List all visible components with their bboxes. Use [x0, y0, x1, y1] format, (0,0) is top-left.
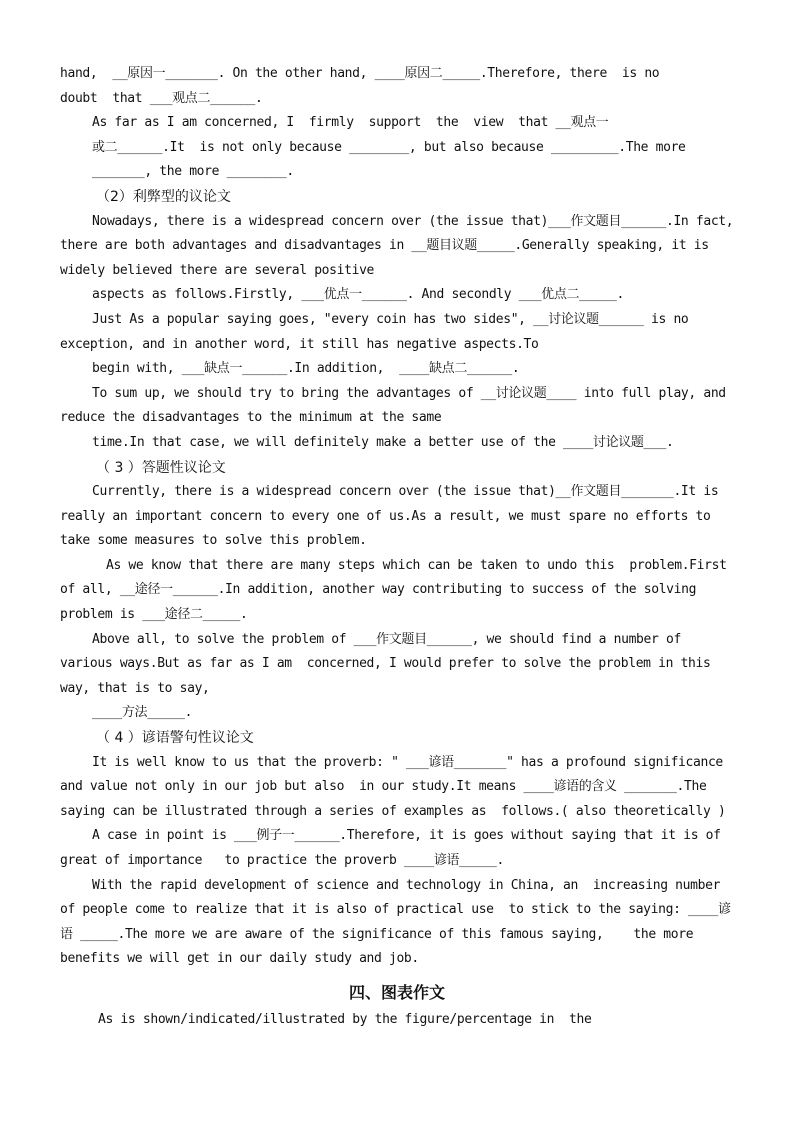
paragraph: Above all, to solve the problem of ___作文题目______, we should find a number of various ways.But as far as I am concerned, I would prefer to solve the problem in this way, that is to say,	[60, 631, 718, 696]
paragraph: As we know that there are many steps which can be taken to undo this problem.First of all, __途径一______.In addition, another way contributing to success of the solving problem is ___途径二_____.	[60, 557, 735, 623]
paragraph: Currently, there is a widespread concern over (the issue that)__作文题目_______.It is really an important concern to every one of us.As a result, we must spare no efforts to take some measures to solve this problem.	[60, 484, 726, 549]
paragraph: With the rapid development of science and technology in China, an increasing number of people come to realize that it is also of practical use to stick to the saying: ____谚语 _____.The more we are aware of the significance of this famous saying, the more benefits we will get in our daily study and job.	[60, 877, 731, 967]
paragraph: It is well know to us that the proverb: " ___谚语_______" has a profound significance and value not only in our job but also in our study.It means ____谚语的含义 _______.The saying can be illustrated through a series of examples as follows.( also theoretically )	[60, 754, 731, 819]
subheading-proverb-type: （ 4 ）谚语警句性议论文	[96, 730, 254, 747]
text-line: doubt that ___观点二______.	[60, 90, 263, 106]
text-line: _______, the more ________.	[92, 164, 294, 180]
text-line: As far as I am concerned, I firmly support the view that __观点一	[92, 115, 609, 131]
text-line: hand, __原因一_______. On the other hand, ____原因二_____.Therefore, there is no	[60, 66, 660, 81]
paragraph: Nowadays, there is a widespread concern over (the issue that)___作文题目______.In fact, there are both advantages and disadvantages in __题目议题_____.Generally speaking, it is widely believed there are several positive	[60, 213, 741, 278]
text-line: begin with, ___缺点一______.In addition, ____缺点二______.	[92, 361, 520, 377]
subheading-pros-cons: （2）利弊型的议论文	[96, 188, 231, 205]
paragraph: A case in point is ___例子一______.Therefore, it is goes without saying that it is of great of importance to practice the proverb ____谚语_____.	[60, 828, 729, 868]
text-line: time.In that case, we will definitely make a better use of the ____讨论议题___.	[92, 434, 674, 450]
paragraph: To sum up, we should try to bring the advantages of __讨论议题____ into full play, and reduce the disadvantages to the minimum at the same	[60, 385, 734, 426]
paragraph: Just As a popular saying goes, "every coin has two sides", __讨论议题______ is no exception, and in another word, it still has negative aspects.To	[60, 311, 696, 352]
paragraph: As is shown/indicated/illustrated by the figure/percentage in the	[98, 1011, 592, 1027]
subheading-answer-type: （ 3 ）答题性议论文	[96, 459, 226, 476]
document-page	[60, 62, 741, 1033]
text-line: ____方法_____.	[92, 705, 193, 721]
text-line: 或二______.It is not only because ________, but also because _________.The more	[92, 139, 686, 155]
text-line: aspects as follows.Firstly, ___优点一______. And secondly ___优点二_____.	[92, 287, 624, 303]
section-title: 四、图表作文	[348, 982, 445, 1002]
